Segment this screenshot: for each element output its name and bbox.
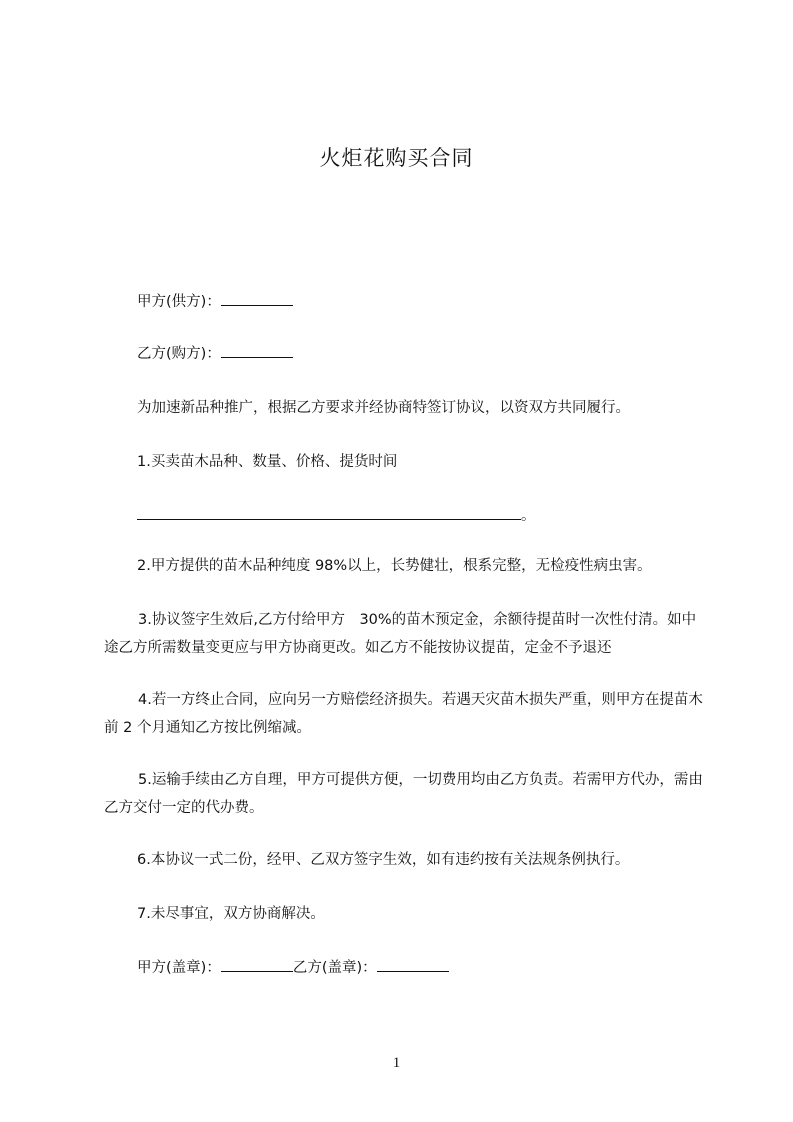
- party-a-blank[interactable]: [221, 290, 293, 306]
- clause-6: 6.本协议一式二份，经甲、乙双方签字生效，如有违约按有关法规条例执行。: [137, 852, 630, 868]
- clause-2: 2.甲方提供的苗木品种纯度 98%以上，长势健壮，根系完整，无检疫性病虫害。: [137, 558, 652, 574]
- clause-3: 3.协议签字生效后,乙方付给甲方 30%的苗木预定金，余额待提苗时一次性付清。如中途乙方所需数量变更应与甲方协商更改。如乙方不能按协议提苗，定金不予退还: [104, 612, 697, 656]
- preamble: 为加速新品种推广，根据乙方要求并经协商特签订协议，以资双方共同履行。: [137, 400, 630, 416]
- page-number: 1: [392, 1055, 401, 1071]
- sign-a-label: 甲方(盖章)：: [137, 960, 221, 976]
- signature-line: [137, 954, 449, 982]
- clause-1-fill-line: [137, 502, 536, 530]
- party-b-label: 乙方(购方)：: [137, 346, 221, 362]
- document-title: 火炬花购买合同: [319, 146, 474, 170]
- clause-5: 5.运输手续由乙方自理，甲方可提供方便，一切费用均由乙方负责。若需甲方代办，需由乙方交付一定的代办费。: [104, 772, 703, 816]
- sign-b-blank[interactable]: [377, 956, 449, 972]
- clause-1: 1.买卖苗木品种、数量、价格、提货时间: [137, 454, 398, 470]
- party-a-label: 甲方(供方)：: [137, 294, 221, 310]
- sign-a-blank[interactable]: [221, 956, 293, 972]
- party-b-blank[interactable]: [221, 342, 293, 358]
- clause-4: 4.若一方终止合同，应向另一方赔偿经济损失。若遇天灾苗木损失严重，则甲方在提苗木前 2 个月通知乙方按比例缩减。: [104, 692, 703, 736]
- party-b-line: [137, 340, 293, 368]
- clause-1-end: 。: [521, 508, 536, 524]
- sign-b-label: 乙方(盖章)：: [292, 960, 377, 976]
- party-a-line: [137, 288, 293, 316]
- clause-1-blank[interactable]: [137, 504, 521, 520]
- clause-7: 7.未尽事宜，双方协商解决。: [137, 906, 325, 922]
